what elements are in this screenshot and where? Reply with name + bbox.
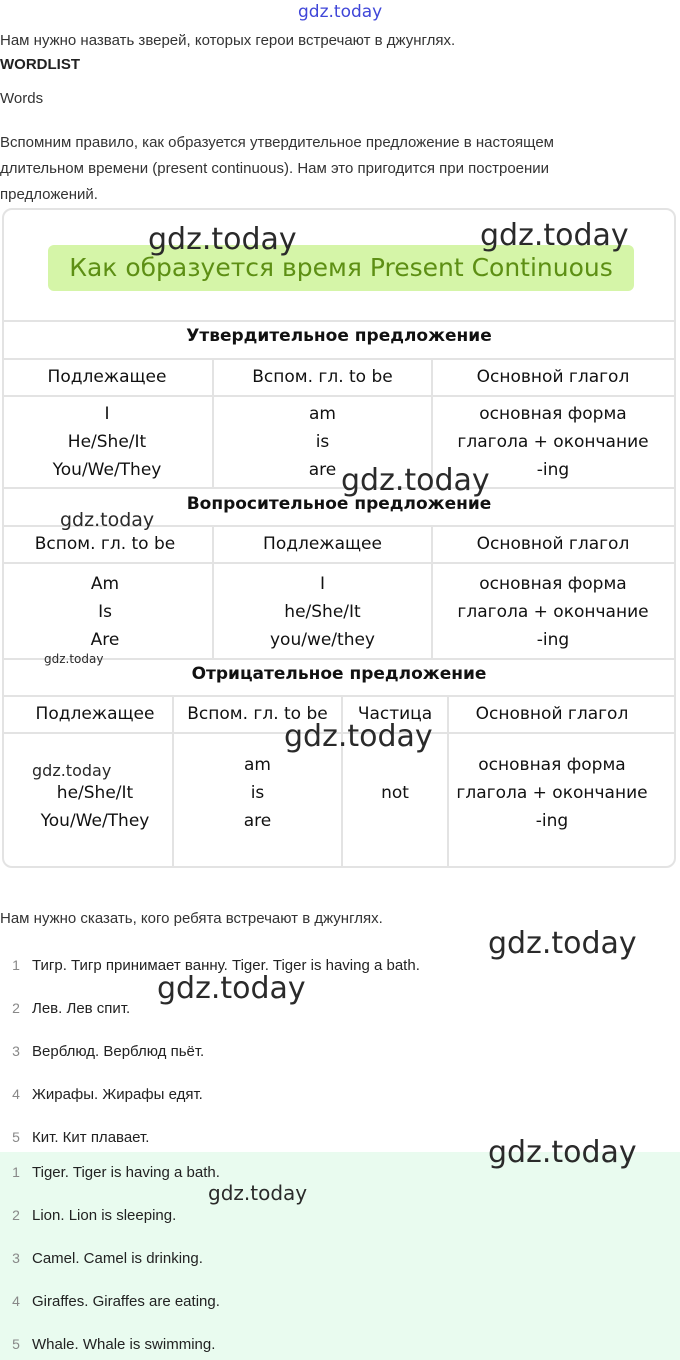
- watermark: gdz.today: [44, 652, 104, 666]
- divider: [2, 695, 676, 697]
- watermark: gdz.today: [488, 1135, 637, 1170]
- words-label: Words: [0, 90, 44, 107]
- wordlist-heading: WORDLIST: [0, 56, 80, 73]
- affirmative-heading: Утвердительное предложение: [186, 326, 492, 346]
- negative-header-subject: Подлежащее: [35, 704, 155, 724]
- list-item: 5 Кит. Кит плавает.: [12, 1129, 150, 1146]
- watermark: gdz.today: [157, 971, 306, 1006]
- watermark: gdz.today: [488, 926, 637, 961]
- interrogative-header-main: Основной глагол: [476, 534, 630, 554]
- watermark: gdz.today: [208, 1181, 308, 1205]
- interrogative-heading: Вопросительное предложение: [186, 494, 492, 514]
- affirmative-header-aux: Вспом. гл. to be: [252, 367, 393, 387]
- answer-item: 5 Whale. Whale is swimming.: [12, 1336, 216, 1353]
- answer-item: 4 Giraffes. Giraffes are eating.: [12, 1293, 220, 1310]
- negative-header-main: Основной глагол: [475, 704, 629, 724]
- answer-item: 1 Tiger. Tiger is having a bath.: [12, 1164, 220, 1181]
- watermark: gdz.today: [148, 222, 297, 257]
- affirmative-header-main: Основной глагол: [476, 367, 630, 387]
- affirmative-aux: am is are: [308, 404, 337, 480]
- negative-header-particle: Частица: [357, 704, 433, 724]
- watermark: gdz.today: [480, 218, 629, 253]
- watermark: gdz.today: [341, 463, 490, 498]
- divider: [2, 320, 676, 322]
- list-item: 4 Жирафы. Жирафы едят.: [12, 1086, 203, 1103]
- divider: [2, 525, 676, 527]
- divider: [2, 358, 676, 360]
- list-item: 1 Тигр. Тигр принимает ванну. Tiger. Tiger is having a bath.: [12, 957, 420, 974]
- rule-intro-line-1: Вспомним правило, как образуется утвердительное предложение в настоящем: [0, 134, 554, 151]
- divider: [2, 732, 676, 734]
- intro-text: Нам нужно назвать зверей, которых герои встречают в джунглях.: [0, 32, 456, 49]
- watermark: gdz.today: [32, 761, 112, 780]
- interrogative-subjects: I he/She/It you/we/they: [269, 574, 375, 650]
- divider: [2, 658, 676, 660]
- affirmative-subjects: I He/She/It You/We/They: [52, 404, 162, 480]
- interrogative-header-subject: Подлежащее: [263, 534, 382, 554]
- divider: [2, 395, 676, 397]
- watermark: gdz.today: [60, 509, 155, 531]
- affirmative-main: основная форма глагола + окончание -ing: [457, 404, 649, 480]
- divider: [2, 487, 676, 489]
- interrogative-aux: Am Is Are: [90, 574, 120, 650]
- negative-heading: Отрицательное предложение: [191, 664, 487, 684]
- negative-particle: not: [381, 783, 409, 803]
- divider: [2, 562, 676, 564]
- answer-item: 2 Lion. Lion is sleeping.: [12, 1207, 177, 1224]
- negative-header-aux: Вспом. гл. to be: [187, 704, 328, 724]
- negative-main: основная форма глагола + окончание -ing: [456, 755, 648, 831]
- list-item: 2 Лев. Лев спит.: [12, 1000, 131, 1017]
- rule-intro-line-2: длительном времени (present continuous). Нам это пригодится при построении: [0, 160, 550, 177]
- negative-subjects: he/She/It You/We/They: [40, 783, 150, 831]
- list-item: 3 Верблюд. Верблюд пьёт.: [12, 1043, 205, 1060]
- interrogative-main: основная форма глагола + окончание -ing: [457, 574, 649, 650]
- watermark: gdz.today: [284, 719, 433, 754]
- watermark: gdz.today: [298, 2, 383, 22]
- answer-item: 3 Camel. Camel is drinking.: [12, 1250, 203, 1267]
- task-intro: Нам нужно сказать, кого ребята встречают в джунглях.: [0, 910, 383, 927]
- rule-intro-line-3: предложений.: [0, 186, 98, 203]
- table-title: Как образуется время Present Continuous: [48, 245, 634, 291]
- affirmative-header-subject: Подлежащее: [47, 367, 167, 387]
- interrogative-header-aux: Вспом. гл. to be: [34, 534, 176, 554]
- negative-aux: am is are: [243, 755, 272, 831]
